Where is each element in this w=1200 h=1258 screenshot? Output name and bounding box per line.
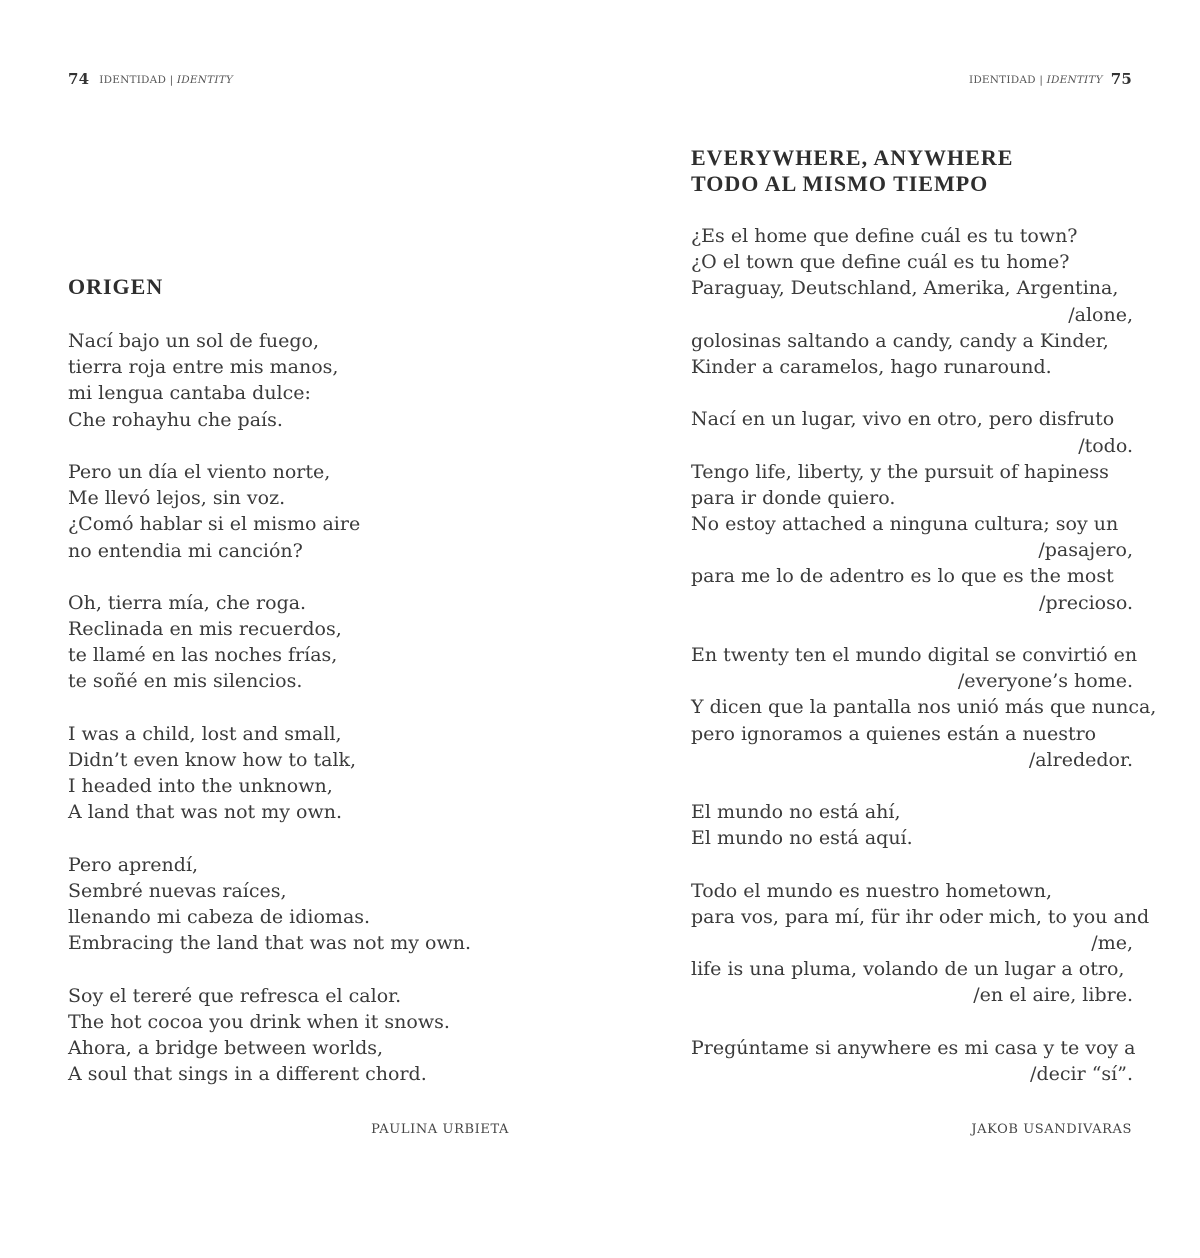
poem-line: ¿Es el home que define cuál es tu town? — [691, 225, 1078, 247]
page-number: 75 — [1110, 70, 1132, 88]
stanza-break — [691, 380, 1133, 406]
poem-line-continuation: /alone, — [1068, 303, 1133, 326]
poem-line: Che rohayhu che país. — [68, 408, 283, 431]
stanza — [68, 328, 538, 433]
poem-line-continuation: /me, — [1091, 932, 1133, 955]
stanza — [691, 406, 1133, 616]
poem-line: Todo el mundo es nuestro hometown, — [691, 879, 1053, 902]
poem-line-continuation: /decir “sí”. — [1030, 1063, 1133, 1085]
stanza-break — [68, 433, 538, 459]
stanza — [691, 1035, 1136, 1087]
poem-body — [68, 328, 538, 1087]
poem-line: Nací en un lugar, vivo en otro, pero disfruto — [691, 408, 1115, 431]
poem-line: Ahora, a bridge between worlds, — [68, 1037, 384, 1060]
poem-line: pero ignoramos a quienes están a nuestro — [691, 722, 1097, 745]
poem-line: Embracing the land that was not my own. — [68, 932, 471, 955]
section-separator: | — [1039, 74, 1044, 86]
poem-line: Paraguay, Deutschland, Amerika, Argentina, — [691, 277, 1119, 300]
poem-line: I headed into the unknown, — [68, 775, 333, 798]
stanza — [68, 590, 538, 695]
poem-line-continuation: /precioso. — [1039, 591, 1133, 614]
poem-line: Tengo life, liberty, y the pursuit of hapiness — [691, 460, 1109, 483]
poem-line-continuation: /everyone’s home. — [957, 670, 1133, 693]
poem-line: No estoy attached a ninguna cultura; soy un — [691, 513, 1119, 536]
poem-line-continuation: /todo. — [1078, 434, 1133, 457]
section-separator: | — [169, 74, 174, 86]
poem-line: El mundo no está ahí, — [691, 801, 901, 824]
stanza — [68, 852, 538, 957]
stanza-break — [691, 773, 1133, 799]
stanza-break — [691, 852, 1133, 878]
poem-line: para vos, para mí, für ihr oder mich, to you and — [691, 905, 1150, 928]
stanza-break — [68, 957, 538, 983]
poem-line: El mundo no está aquí. — [691, 827, 913, 850]
poem-line-continuation: /pasajero, — [1038, 539, 1133, 562]
poem-line: para ir donde quiero. — [691, 486, 896, 509]
poem-line: The hot cocoa you drink when it snows. — [68, 1010, 450, 1033]
poem-line: ¿Comó hablar si el mismo aire — [68, 513, 361, 536]
stanza — [68, 459, 538, 564]
stanza — [691, 642, 1157, 773]
poem-line: golosinas saltando a candy, candy a Kinder, — [691, 329, 1109, 352]
poem-line: llenando mi cabeza de idiomas. — [68, 906, 371, 929]
page-number: 74 — [68, 70, 90, 88]
poem-line: no entendia mi canción? — [68, 539, 303, 562]
poem-line: Kinder a caramelos, hago runaround. — [691, 355, 1052, 378]
poem-line: Y dicen que la pantalla nos unió más que nunca, — [691, 696, 1157, 719]
poem-line: Pero un día el viento norte, — [68, 460, 331, 483]
stanza — [691, 223, 1133, 380]
section-translation: IDENTITY — [176, 74, 234, 86]
poem-title: ORIGEN — [68, 274, 164, 299]
stanza — [691, 799, 1133, 851]
running-head-left — [68, 70, 233, 88]
poem-line-continuation: /alrededor. — [1028, 748, 1133, 771]
poem-line: A land that was not my own. — [68, 801, 342, 824]
section-name: IDENTIDAD — [968, 74, 1036, 86]
poem-line: I was a child, lost and small, — [68, 722, 342, 745]
poem-line: Nací bajo un sol de fuego, — [68, 330, 319, 352]
poem-author: PAULINA URBIETA — [371, 1122, 509, 1137]
poem-title-line: TODO AL MISMO TIEMPO — [691, 171, 989, 196]
right-page — [600, 0, 1200, 1258]
poem-line: En twenty ten el mundo digital se convirtió en — [691, 644, 1138, 666]
poem-line: Reclinada en mis recuerdos, — [68, 618, 342, 641]
poem-line: Sembré nuevas raíces, — [68, 879, 287, 902]
poem-line: ¿O el town que define cuál es tu home? — [691, 251, 1070, 274]
running-head-right — [969, 70, 1132, 88]
poem-line: Me llevó lejos, sin voz. — [68, 487, 286, 510]
stanza-break — [68, 826, 538, 852]
poem-author: JAKOB USANDIVARAS — [971, 1122, 1132, 1137]
stanza — [68, 983, 538, 1088]
poem-line: tierra roja entre mis manos, — [68, 356, 339, 379]
poem-line: A soul that sings in a different chord. — [68, 1063, 427, 1086]
poem-line: mi lengua cantaba dulce: — [68, 382, 311, 405]
stanza-break — [691, 616, 1133, 642]
poem-line: te llamé en las noches frías, — [68, 644, 338, 667]
stanza-break — [68, 564, 538, 590]
poem-line: Pregúntame si anywhere es mi casa y te voy a — [691, 1036, 1136, 1059]
poem-line: Pero aprendí, — [68, 853, 199, 876]
poem-line: Oh, tierra mía, che roga. — [68, 591, 307, 614]
poem-line: para me lo de adentro es lo que es the most — [691, 565, 1114, 588]
poem-line-continuation: /en el aire, libre. — [973, 984, 1133, 1007]
stanza-break — [68, 695, 538, 721]
poem-line: Didn’t even know how to talk, — [68, 749, 357, 771]
poem-line: life is una pluma, volando de un lugar a otro, — [691, 958, 1125, 981]
poem-title — [691, 145, 1131, 197]
poem-title-line: EVERYWHERE, ANYWHERE — [691, 145, 1014, 170]
poem-body — [691, 223, 1157, 1087]
poem-line: Soy el tereré que refresca el calor. — [68, 984, 402, 1007]
section-name: IDENTIDAD — [99, 74, 167, 86]
poem-line: te soñé en mis silencios. — [68, 670, 303, 693]
stanza-break — [691, 1009, 1133, 1035]
stanza — [68, 721, 538, 826]
section-translation: IDENTITY — [1046, 74, 1103, 86]
stanza — [691, 878, 1150, 1009]
